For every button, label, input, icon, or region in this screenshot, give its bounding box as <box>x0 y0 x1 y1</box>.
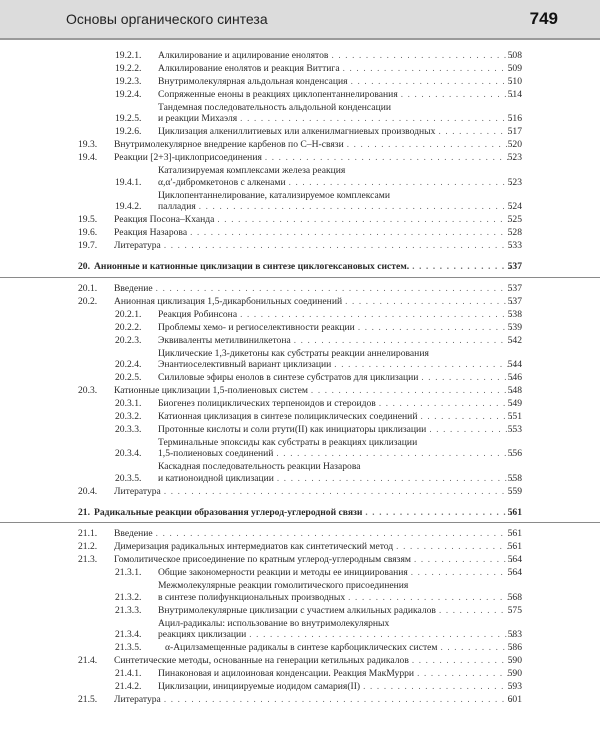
entry-page-number: 561 <box>507 506 522 518</box>
entry-title <box>158 322 518 333</box>
entry-number: 19.2.5. <box>115 113 142 125</box>
entry-page-number: 593 <box>507 680 522 692</box>
entry-title-line: Литература <box>114 240 161 252</box>
entry-number: 19.2.4. <box>115 89 142 100</box>
entry-number: 21.3. <box>78 554 98 566</box>
entry-title-line: Реакция Робинсона <box>158 308 238 320</box>
entry-title <box>158 567 518 578</box>
entry-page-number: 601 <box>507 693 522 705</box>
page-number: 749 <box>529 9 558 28</box>
entry-title-line: Катионная циклизация в синтезе полициклических соединений <box>158 410 418 422</box>
toc-entry <box>0 554 600 567</box>
entry-page-number: 508 <box>507 50 522 61</box>
toc-entry <box>0 63 600 76</box>
entry-title <box>158 398 518 409</box>
entry-title <box>114 139 518 150</box>
entry-page-number: 564 <box>507 567 522 579</box>
toc-chapter <box>0 507 600 523</box>
entry-page-number: 586 <box>507 641 522 653</box>
entry-number: 21.1. <box>78 528 98 540</box>
entry-page-number: 525 <box>507 214 522 226</box>
entry-title-line: и реакции Михаэля <box>158 113 238 125</box>
toc-entry <box>0 190 600 214</box>
entry-title-line: Циклизации, инициируемые иодидом самария(II) <box>158 680 361 692</box>
toc-entry <box>0 372 600 385</box>
entry-number: 19.2.6. <box>115 126 142 138</box>
entry-title-line: Пинаконовая и ацилоиновая конденсации. Реакция МакМурри <box>158 667 415 679</box>
entry-page-number: 590 <box>507 654 522 666</box>
entry-page-number: 564 <box>507 554 522 566</box>
toc-entry <box>0 424 600 437</box>
entry-title <box>158 89 518 100</box>
entry-title-line: Циклические 1,3-дикетоны как субстраты реакции аннелирования <box>158 347 429 359</box>
entry-title <box>158 63 518 74</box>
entry-title <box>114 240 518 251</box>
toc-entry <box>0 398 600 411</box>
toc-entry <box>0 322 600 335</box>
entry-title-line: Общие закономерности реакции и методы ее инициирования <box>158 567 408 579</box>
entry-title-line: Алкилирование и ацилирование енолятов <box>158 50 329 61</box>
entry-title <box>114 152 518 163</box>
entry-page-number: 533 <box>507 240 522 252</box>
entry-title-line: Катализируемая комплексами железа реакция <box>158 165 346 177</box>
entry-title <box>158 50 518 61</box>
dot-leader <box>265 152 515 163</box>
entry-page-number: 590 <box>507 667 522 679</box>
entry-number: 21.3.2. <box>115 591 142 603</box>
entry-page-number: 551 <box>507 410 522 422</box>
toc-entry <box>0 461 600 485</box>
toc-entry <box>0 694 600 707</box>
entry-page-number: 523 <box>507 176 522 188</box>
toc-chapter <box>0 261 600 277</box>
entry-number: 21.4.2. <box>115 680 142 692</box>
entry-number: 19.4.1. <box>115 176 142 188</box>
entry-title-line: Энантиоселективный вариант циклизации <box>158 358 332 370</box>
entry-number: 20.3.2. <box>115 410 142 422</box>
entry-title-line: Сопряженные еноны в реакциях циклопентаннелирования <box>158 89 398 100</box>
entry-title <box>158 190 518 213</box>
entry-title-line: Радикальные реакции образования углерод-углеродной связи <box>94 506 363 518</box>
entry-number: 19.2.2. <box>115 63 142 74</box>
entry-page-number: 548 <box>507 384 522 396</box>
entry-page-number: 537 <box>507 282 522 294</box>
entry-number: 21.3.5. <box>115 641 142 653</box>
entry-page-number: 538 <box>507 308 522 320</box>
entry-page-number: 542 <box>507 334 522 346</box>
entry-title <box>114 283 518 294</box>
entry-title-line: Анионная циклизация 1,5-дикарбонильных соединений <box>114 295 343 307</box>
entry-title <box>158 309 518 320</box>
entry-number: 19.4. <box>78 152 98 164</box>
dot-leader <box>217 214 515 225</box>
toc-entry <box>0 411 600 424</box>
entry-title-line: α,α′-дибромкетонов с алкенами <box>158 176 286 188</box>
entry-number: 19.5. <box>78 214 98 226</box>
entry-number: 20.2. <box>78 295 98 307</box>
toc-entry <box>0 605 600 618</box>
toc-entry <box>0 227 600 240</box>
toc-entry <box>0 335 600 348</box>
entry-title-line: Биогенез полициклических терпеноидов и стероидов <box>158 397 376 409</box>
entry-number: 19.4.2. <box>115 201 142 213</box>
toc-entry <box>0 214 600 227</box>
toc-entry <box>0 385 600 398</box>
toc-entry <box>0 165 600 189</box>
entry-page-number: 537 <box>507 295 522 307</box>
dot-leader <box>249 629 515 640</box>
entry-title <box>78 261 519 272</box>
entry-title <box>158 618 518 641</box>
entry-title <box>114 227 518 238</box>
toc-entry <box>0 50 600 63</box>
toc-entry <box>0 89 600 102</box>
chapter-number: 21. <box>78 506 90 518</box>
entry-number: 20.3.3. <box>115 423 142 435</box>
dot-leader <box>164 240 515 251</box>
entry-title-line: Внутримолекулярная альдольная конденсация <box>158 76 348 87</box>
dot-leader <box>156 528 515 539</box>
entry-title-line: Синтетические методы, основанные на генерации кетильных радикалов <box>114 654 409 666</box>
entry-title-line: Протонные кислоты и соли ртути(II) как инициаторы циклизации <box>158 423 427 435</box>
entry-number: 19.3. <box>78 139 98 151</box>
entry-page-number: 549 <box>507 397 522 409</box>
entry-title <box>114 554 518 565</box>
entry-title-line: Алкилирование енолятов и реакция Виттига <box>158 63 340 74</box>
toc-entry <box>0 655 600 668</box>
entry-number: 21.3.1. <box>115 567 142 579</box>
entry-page-number: 510 <box>507 76 522 87</box>
entry-title-line: Димеризация радикальных интермедиатов как синтетический метод <box>114 541 394 553</box>
entry-page-number: 520 <box>507 139 522 151</box>
entry-page-number: 546 <box>507 371 522 383</box>
toc-entry <box>0 283 600 296</box>
entry-number: 20.1. <box>78 282 98 294</box>
entry-title-line: Гомолитическое присоединение по кратным углерод-углеродным связям <box>114 554 411 566</box>
entry-number: 20.3.4. <box>115 448 142 460</box>
toc-entry <box>0 681 600 694</box>
entry-title-line: Внутримолекулярные циклизации с участием алкильных радикалов <box>158 604 436 616</box>
entry-number: 20.2.2. <box>115 321 142 333</box>
entry-title <box>158 424 518 435</box>
entry-title <box>158 372 518 383</box>
entry-title <box>158 348 518 371</box>
entry-page-number: 509 <box>507 63 522 74</box>
entry-title-line: палладия <box>158 201 196 213</box>
entry-number: 20.2.3. <box>115 334 142 346</box>
entry-title <box>114 541 518 552</box>
entry-number: 20.2.4. <box>115 358 142 370</box>
entry-title <box>114 385 518 396</box>
entry-title-line: 1,5-полиеновых соединений <box>158 448 274 460</box>
dot-leader <box>276 448 515 459</box>
entry-title <box>78 507 519 518</box>
running-header <box>0 0 600 40</box>
entry-page-number: 583 <box>507 628 522 640</box>
toc-entry <box>0 528 600 541</box>
entry-title <box>158 335 518 346</box>
entry-page-number: 559 <box>507 485 522 497</box>
entry-page-number: 561 <box>507 528 522 540</box>
toc-entry <box>0 126 600 139</box>
toc-entry <box>0 668 600 681</box>
entry-page-number: 539 <box>507 321 522 333</box>
entry-page-number: 568 <box>507 591 522 603</box>
entry-number: 19.7. <box>78 240 98 252</box>
entry-number: 19.2.1. <box>115 50 142 61</box>
table-of-contents <box>0 50 600 707</box>
entry-number: 20.2.1. <box>115 308 142 320</box>
toc-entry <box>0 296 600 309</box>
entry-title-line: Циклизация алкениллитиевых или алкенилмагниевых производных <box>158 126 436 138</box>
toc-entry <box>0 76 600 89</box>
entry-title-line: и катионоидной циклизации <box>158 472 274 484</box>
entry-title <box>158 461 518 484</box>
entry-title <box>114 486 518 497</box>
entry-title-line: Литература <box>114 693 161 705</box>
entry-page-number: 544 <box>507 358 522 370</box>
entry-number: 20.2.5. <box>115 371 142 383</box>
entry-title-line: Циклопентаннелирование, катализируемое комплексами <box>158 189 390 201</box>
entry-page-number: 556 <box>507 448 522 460</box>
entry-title <box>158 411 518 422</box>
chapter-number: 20. <box>78 261 90 273</box>
entry-title-line: Введение <box>114 282 153 294</box>
entry-title-line: Катионные циклизации 1,5-полиеновых систем <box>114 384 308 396</box>
entry-title <box>158 668 518 679</box>
entry-page-number: 561 <box>507 541 522 553</box>
entry-title <box>165 642 518 653</box>
dot-leader <box>190 227 515 238</box>
entry-page-number: 528 <box>507 227 522 239</box>
entry-number: 21.3.4. <box>115 628 142 640</box>
entry-title <box>158 605 518 616</box>
entry-title <box>158 76 518 87</box>
entry-title <box>158 580 518 603</box>
entry-title-line: Каскадная последовательность реакции Назарова <box>158 461 361 473</box>
entry-number: 19.6. <box>78 227 98 239</box>
toc-entry <box>0 567 600 580</box>
entry-title-line: Эквиваленты метилвинилкетона <box>158 334 291 346</box>
dot-leader <box>199 201 515 212</box>
entry-title <box>114 694 518 705</box>
toc-entry <box>0 486 600 499</box>
entry-title-line: α-Ацилзамещенные радикалы в синтезе карбоциклических систем <box>165 641 438 653</box>
entry-number: 20.3. <box>78 384 98 396</box>
toc-entry <box>0 541 600 554</box>
entry-title-line: Анионные и катионные циклизации в синтезе циклогексановых систем. <box>94 261 410 273</box>
toc-entry <box>0 618 600 642</box>
entry-number: 21.5. <box>78 693 98 705</box>
entry-page-number: 553 <box>507 423 522 435</box>
dot-leader <box>164 694 515 705</box>
entry-title <box>114 528 518 539</box>
entry-title <box>114 214 518 225</box>
entry-title-line: Введение <box>114 528 153 540</box>
entry-page-number: 514 <box>507 89 522 100</box>
entry-number: 20.4. <box>78 485 98 497</box>
entry-page-number: 575 <box>507 604 522 616</box>
entry-page-number: 523 <box>507 152 522 164</box>
toc-entry <box>0 348 600 372</box>
toc-entry <box>0 580 600 604</box>
entry-title-line: Силиловые эфиры енолов в синтезе субстратов для циклизации <box>158 371 419 383</box>
entry-page-number: 516 <box>507 113 522 125</box>
toc-entry <box>0 642 600 655</box>
entry-page-number: 558 <box>507 472 522 484</box>
entry-number: 21.2. <box>78 541 98 553</box>
entry-title-line: Ацил-радикалы: использование во внутримолекулярных <box>158 617 390 629</box>
toc-entry <box>0 309 600 322</box>
entry-title-line: Проблемы хемо- и региоселективности реакции <box>158 321 355 333</box>
entry-title-line: Межмолекулярные реакции гомолитического присоединения <box>158 580 409 592</box>
dot-leader <box>156 283 515 294</box>
entry-title <box>114 296 518 307</box>
entry-title <box>158 681 518 692</box>
entry-title-line: Терминальные эпоксиды как субстраты в реакциях циклизации <box>158 436 418 448</box>
toc-entry <box>0 437 600 461</box>
entry-title-line: Реакции [2+3]-циклоприсоединения <box>114 152 262 164</box>
entry-page-number: 517 <box>507 126 522 138</box>
dot-leader <box>277 473 515 484</box>
entry-number: 21.4. <box>78 654 98 666</box>
entry-title <box>114 655 518 666</box>
entry-number: 20.3.5. <box>115 472 142 484</box>
entry-title-line: Реакция Назарова <box>114 227 188 239</box>
entry-title <box>158 102 518 125</box>
entry-page-number: 537 <box>507 261 522 273</box>
entry-number: 20.3.1. <box>115 397 142 409</box>
entry-number: 21.3.3. <box>115 604 142 616</box>
entry-number: 19.2.3. <box>115 76 142 87</box>
entry-title-line: реакциях циклизации <box>158 628 247 640</box>
entry-title-line: в синтезе полифункциональных производных <box>158 591 346 603</box>
toc-entry <box>0 139 600 152</box>
entry-number: 21.4.1. <box>115 667 142 679</box>
entry-title-line: Литература <box>114 485 161 497</box>
toc-entry <box>0 152 600 165</box>
entry-page-number: 524 <box>507 201 522 213</box>
toc-entry <box>0 102 600 126</box>
book-title: Основы органического синтеза <box>66 11 268 27</box>
entry-title <box>158 126 518 137</box>
entry-title <box>158 437 518 460</box>
dot-leader <box>164 486 515 497</box>
entry-title-line: Внутримолекулярное внедрение карбенов по С–Н-связи <box>114 139 344 151</box>
entry-title-line: Реакция Посона–Кханда <box>114 214 215 226</box>
dot-leader <box>240 309 515 320</box>
entry-title <box>158 165 518 188</box>
entry-title-line: Тандемная последовательность альдольной конденсации <box>158 102 391 113</box>
toc-entry <box>0 240 600 253</box>
dot-leader <box>240 113 515 124</box>
